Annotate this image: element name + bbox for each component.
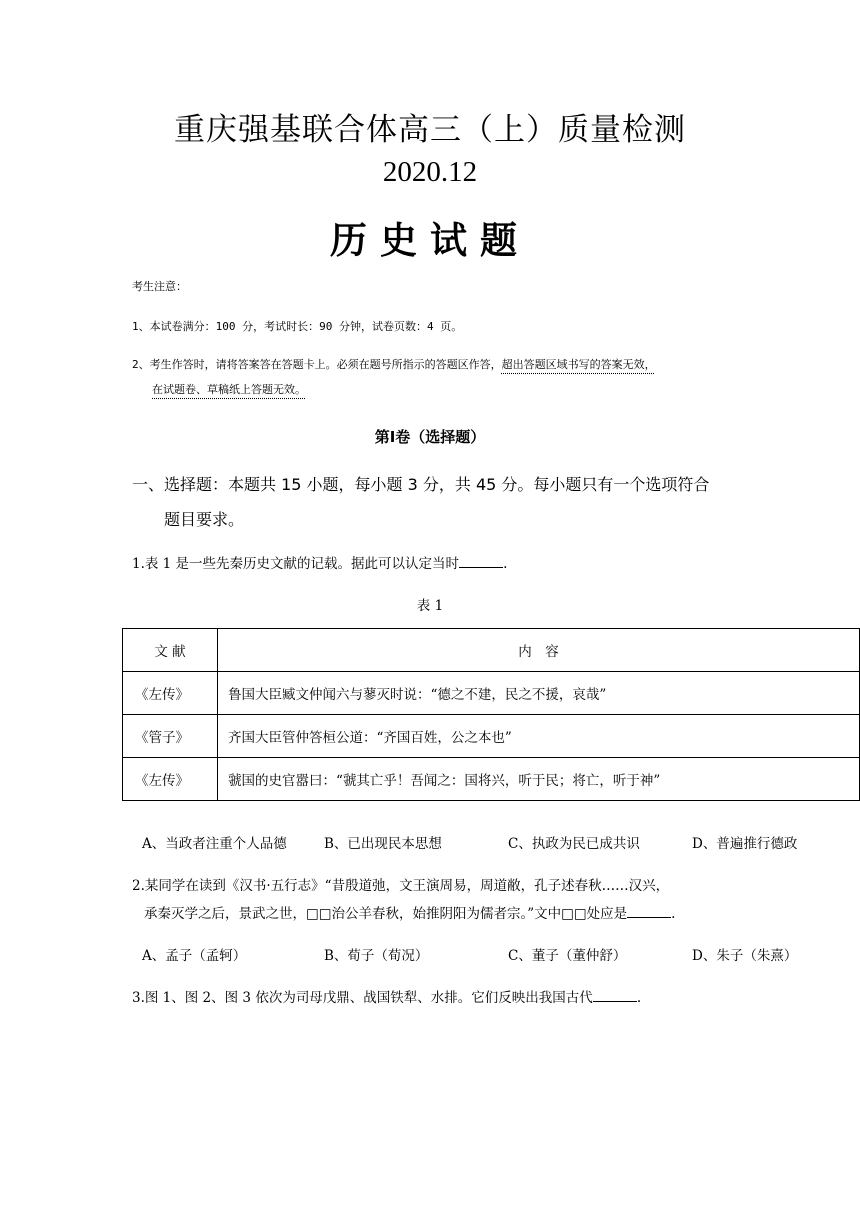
notice-heading: 考生注意： xyxy=(132,280,187,293)
section-instruction-line2: 题目要求。 xyxy=(164,510,245,529)
table-row xyxy=(123,758,860,801)
table-cell-source: 《左传》 xyxy=(123,758,218,801)
question-2-stem-line2 xyxy=(144,902,675,922)
notice-item-2-text: 2、考生作答时，请将答案答在答题卡上。必须在题号所指示的答题区作答， xyxy=(132,358,502,371)
answer-blank xyxy=(459,555,503,568)
table-cell-content: 虢国的史官嚣曰：“虢其亡乎！吾闻之：国将兴，听于民；将亡，听于神” xyxy=(218,758,860,801)
table-header-row xyxy=(123,629,860,672)
question-3-stem-end: . xyxy=(636,990,642,1006)
exam-date: 2020.12 xyxy=(382,156,478,188)
table-header-document: 文 献 xyxy=(123,629,218,672)
table-row xyxy=(123,715,860,758)
answer-blank xyxy=(627,905,671,918)
question-3-stem xyxy=(132,986,641,1006)
question-2-option-d[interactable]: D、朱子（朱熹） xyxy=(692,948,798,964)
question-1-stem-text: 1.表 1 是一些先秦历史文献的记载。据此可以认定当时 xyxy=(132,556,460,572)
table-row xyxy=(123,672,860,715)
table-caption: 表 1 xyxy=(416,598,444,614)
notice-item-1: 1、本试卷满分：100 分，考试时长：90 分钟，试卷页数：4 页。 xyxy=(132,320,463,333)
source-table xyxy=(122,628,860,801)
notice-item-2-emphasis: 超出答题区域书写的答案无效， xyxy=(501,358,656,371)
notice-item-2 xyxy=(132,356,656,372)
question-1-option-b[interactable]: B、已出现民本思想 xyxy=(324,836,442,852)
question-2-stem-end: . xyxy=(671,906,676,922)
question-2-option-c[interactable]: C、董子（董仲舒） xyxy=(508,948,627,964)
exam-title: 重庆强基联合体高三（上）质量检测 xyxy=(174,112,686,148)
question-2-option-b[interactable]: B、荀子（荀况） xyxy=(324,948,429,964)
exam-subject: 历史试题 xyxy=(330,219,530,262)
question-2-option-a[interactable]: A、孟子（孟轲） xyxy=(142,948,247,964)
question-1-option-a[interactable]: A、当政者注重个人品德 xyxy=(142,836,287,852)
question-1-stem xyxy=(132,552,507,572)
question-2-stem-text: 承秦灭学之后，景武之世，□□治公羊春秋，始推阴阳为儒者宗。”文中□□处应是 xyxy=(144,906,628,922)
table-cell-content: 齐国大臣管仲答桓公道：“齐国百姓，公之本也” xyxy=(218,715,860,758)
notice-item-2-line2: 在试题卷、草稿纸上答题无效。 xyxy=(152,383,306,396)
question-3-stem-text: 3.图 1、图 2、图 3 依次为司母戊鼎、战国铁犁、水排。它们反映出我国古代 xyxy=(132,990,593,1006)
section-heading: 第Ⅰ卷（选择题） xyxy=(374,428,486,446)
table-cell-source: 《左传》 xyxy=(123,672,218,715)
question-1-option-d[interactable]: D、普遍推行德政 xyxy=(692,836,798,852)
question-1-option-c[interactable]: C、执政为民已成共识 xyxy=(508,836,640,852)
answer-blank xyxy=(593,989,637,1002)
table-cell-content: 鲁国大臣臧文仲闻六与蓼灭时说：“德之不建，民之不援，哀哉” xyxy=(218,672,860,715)
table-cell-source: 《管子》 xyxy=(123,715,218,758)
question-2-stem-line1: 2.某同学在读到《汉书·五行志》“昔殷道弛，文王演周易，周道敝，孔子述春秋……汉兴， xyxy=(132,878,670,894)
section-instruction-line1: 一、选择题：本题共 15 小题，每小题 3 分，共 45 分。每小题只有一个选项符合 xyxy=(132,475,710,494)
question-1-stem-end: . xyxy=(503,556,508,572)
table-header-content: 内 容 xyxy=(218,629,860,672)
